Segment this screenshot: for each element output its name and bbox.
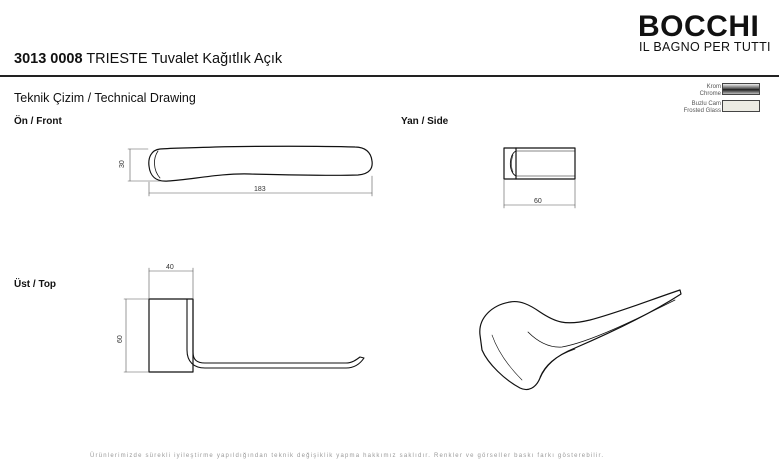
perspective-drawing [480, 290, 681, 390]
side-view-label: Yan / Side [401, 116, 449, 127]
top-width-dimension: 40 [166, 264, 174, 271]
top-view-label: Üst / Top [14, 279, 57, 290]
product-name: TRIESTE Tuvalet Kağıtlık Açık [86, 51, 283, 67]
side-view-drawing [504, 148, 575, 179]
product-code: 3013 0008 [14, 51, 83, 67]
side-width-dimension: 60 [534, 198, 542, 205]
front-view-drawing [149, 146, 372, 181]
brand-tagline: IL BAGNO PER TUTTI [639, 40, 771, 54]
finish-chrome-label-tr: Krom [706, 84, 721, 90]
front-view-label: Ön / Front [14, 116, 62, 127]
front-dimension-lines [128, 149, 372, 196]
front-height-dimension: 30 [119, 160, 126, 168]
top-view-drawing [149, 299, 364, 372]
section-title: Teknik Çizim / Technical Drawing [14, 91, 196, 105]
front-width-dimension: 183 [254, 186, 266, 193]
top-dimension-lines [124, 268, 193, 372]
footer-note: Ürünlerimizde sürekli iyileştirme yapıldığından teknik değişiklik yapma hakkımız saklıdır. Renkler ve görseller baskı farkı gösterebilir. [90, 453, 605, 459]
brand-logo: BOCCHI [638, 10, 760, 43]
finish-frosted-label-tr: Buzlu Cam [691, 101, 721, 107]
top-depth-dimension: 60 [117, 335, 124, 343]
finish-chrome-label-en: Chrome [699, 91, 721, 97]
finish-frosted-label-en: Frosted Glass [683, 108, 721, 114]
